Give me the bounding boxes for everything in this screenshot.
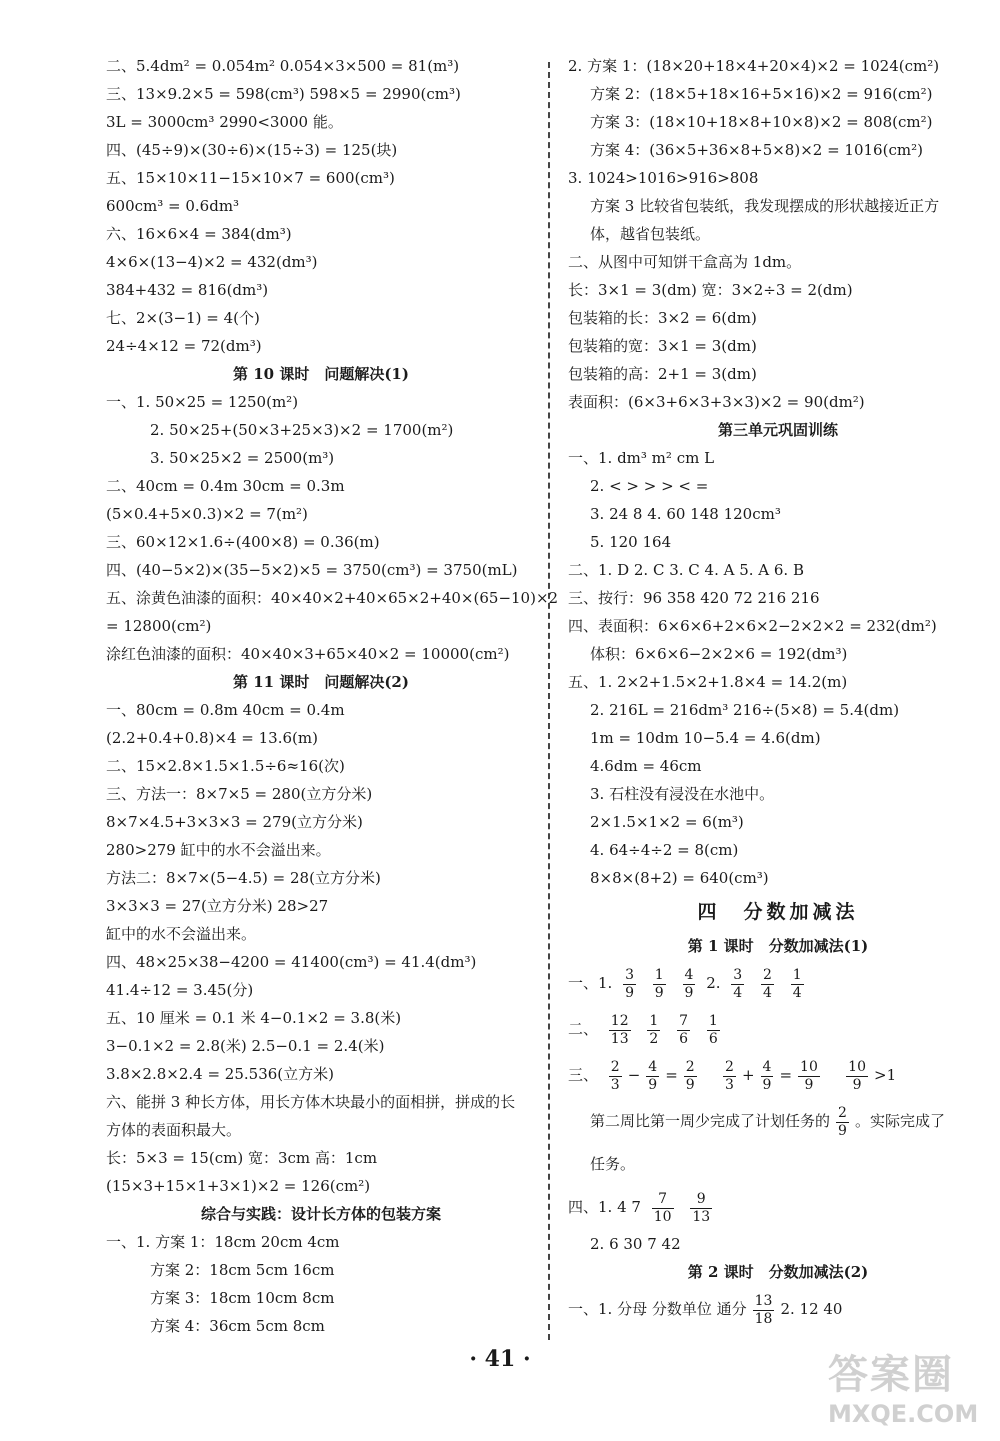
denominator: 9 [654,984,664,1001]
text-line: 方案 2：18cm 5cm 16cm [150,1261,335,1279]
denominator: 9 [685,1076,695,1093]
numerator: 13 [754,1292,773,1309]
text-line: 方案 3 比较省包装纸，我发现摆成的形状越接近正方 [590,197,940,215]
text-line: 方案 3：18cm 10cm 8cm [150,1289,335,1307]
text-line: 3.8×2.8×2.4 = 25.536(立方米) [106,1065,334,1083]
text-line: 一、1. 方案 1：18cm 20cm 4cm [106,1233,340,1251]
watermark-text: 答案圈 [828,1351,954,1398]
fraction [623,967,636,1002]
text-line: 一、80cm = 0.8m 40cm = 0.4m [106,701,345,719]
numerator: 2 [838,1104,847,1121]
numerator: 12 [610,1012,629,1029]
denominator: 3 [610,1076,620,1093]
text-line: (5×0.4+5×0.3)×2 = 7(m²) [106,505,308,523]
text: 。实际完成了 [854,1112,945,1130]
text-line: 长：3×1 = 3(dm) 宽：3×2÷3 = 2(dm) [568,281,853,299]
text-line: 四、表面积：6×6×6+2×6×2−2×2×2 = 232(dm²) [568,617,937,635]
fraction [761,1059,774,1094]
denominator: 9 [684,984,694,1001]
frac-row-6 [568,1184,988,1230]
text-line: 体积：6×6×6−2×2×6 = 192(dm³) [590,645,848,663]
text-line: 四、(45÷9)×(30÷6)×(15÷3) = 125(块) [106,141,398,159]
text-line: 包装箱的宽：3×1 = 3(dm) [568,337,757,355]
numerator: 9 [690,1191,712,1209]
row-prefix: 四、1. 4 7 [568,1198,641,1216]
text-line: 3. 24 8 4. 60 148 120cm³ [590,505,781,523]
fraction [753,1293,775,1328]
text-line: 41.4÷12 = 3.45(分) [106,981,254,999]
text-line: 长：5×3 = 15(cm) 宽：3cm 高：1cm [106,1149,378,1167]
right-column-lines [568,52,988,960]
frac-row-1 [568,960,988,1006]
text: 第二周比第一周少完成了计划任务的 [590,1112,831,1130]
text-line: 二、15×2.8×1.5×1.5÷6≈16(次) [106,757,345,775]
denominator: 9 [762,1076,772,1093]
numerator: 1 [708,1012,718,1029]
numerator: 2 [610,1058,620,1075]
denominator: 10 [653,1208,672,1225]
denominator: 6 [679,1030,689,1047]
numerator: 10 [848,1058,866,1075]
fraction [652,1191,674,1226]
denominator: 9 [852,1076,862,1093]
text-line: (2.2+0.4+0.8)×4 = 13.6(m) [106,729,318,747]
row-prefix: 三、 [568,1066,599,1084]
text-line: 24÷4×12 = 72(dm³) [106,337,262,355]
text-line: 任务。 [590,1155,636,1173]
text-line: 五、1. 2×2+1.5×2+1.8×4 = 14.2(m) [568,673,848,691]
section-heading: 第 1 课时 分数加减法(1) [687,937,869,955]
operator: − [627,1066,641,1084]
text-line: 1m = 10dm 10−5.4 = 4.6(dm) [590,729,821,747]
operator: >1 [874,1066,897,1084]
text-line: 3. 50×25×2 = 2500(m³) [150,449,335,467]
fraction [836,1105,849,1140]
page-number: · 41 · [469,1346,531,1372]
fraction [791,967,804,1002]
section-heading: 第三单元巩固训练 [717,421,838,439]
text-line: 2. 216L = 216dm³ 216÷(5×8) = 5.4(dm) [590,701,900,719]
text-line: 384+432 = 816(dm³) [106,281,269,299]
row-prefix: 一、1. [568,974,613,992]
fraction [798,1059,820,1094]
denominator: 4 [792,984,802,1001]
fraction [723,1059,736,1094]
text-line: 二、从图中可知饼干盒高为 1dm。 [568,253,802,271]
left-column [106,52,559,1340]
text: 2. 12 40 [780,1300,843,1318]
text-line: 方法二：8×7×(5−4.5) = 28(立方分米) [106,869,381,887]
section-heading: 第 11 课时 问题解决(2) [233,673,409,691]
numerator: 1 [792,966,802,983]
column-divider [548,62,550,1340]
fraction [690,1191,712,1226]
fraction [684,1059,697,1094]
text-line: 体，越省包装纸。 [590,225,711,243]
numerator: 7 [652,1191,674,1209]
fraction [653,967,666,1002]
numerator: 2 [685,1058,695,1075]
fraction [731,967,744,1002]
frac-row-3 [568,1052,988,1098]
watermark-logo [828,1343,978,1431]
denominator: 13 [692,1208,711,1225]
numerator: 2 [725,1058,734,1075]
text-line: 四、48×25×38−4200 = 41400(cm³) = 41.4(dm³) [106,953,477,971]
text-line: (15×3+15×1+3×1)×2 = 126(cm²) [106,1177,371,1195]
text-line: 包装箱的长：3×2 = 6(dm) [568,309,757,327]
denominator: 9 [804,1076,814,1093]
text-line: 三、60×12×1.6÷(400×8) = 0.36(m) [106,533,380,551]
text-line: 三、按行：96 358 420 72 216 216 [568,589,820,607]
denominator: 3 [725,1076,734,1093]
text-line: 六、16×6×4 = 384(dm³) [106,225,292,243]
watermark-url: MXQE.COM [828,1400,979,1428]
denominator: 9 [625,984,635,1001]
fraction [646,1059,659,1094]
numerator: 4 [762,1058,772,1075]
fraction [609,1059,622,1094]
numerator: 3 [733,966,743,983]
text-line: 表面积：(6×3+6×3+3×3)×2 = 90(dm²) [568,393,865,411]
operator: = [665,1066,678,1084]
numerator: 4 [648,1058,658,1075]
text-line: 方案 3：(18×10+18×8+10×8)×2 = 808(cm²) [590,113,933,131]
section-heading: 四 分数加减法 [697,901,859,923]
text-line: 缸中的水不会溢出来。 [106,925,257,943]
denominator: 4 [733,984,743,1001]
text-line: 4.6dm = 46cm [590,757,702,775]
text-line: 方案 4：(36×5+36×8+5×8)×2 = 1016(cm²) [590,141,923,159]
numerator: 1 [649,1012,659,1029]
text-line: 2. 方案 1：(18×20+18×4+20×4)×2 = 1024(cm²) [568,57,940,75]
text-line: 二、40cm = 0.4m 30cm = 0.3m [106,477,345,495]
text-line: 一、1. dm³ m² cm L [568,449,715,467]
text-line: 600cm³ = 0.6dm³ [106,197,240,215]
text-line: 280>279 缸中的水不会溢出来。 [106,841,331,859]
text-line: 2×1.5×1×2 = 6(m³) [590,813,744,831]
row-prefix: 二、 [568,1020,599,1038]
text-line: 包装箱的高：2+1 = 3(dm) [568,365,757,383]
numerator: 7 [679,1012,689,1029]
numerator: 10 [800,1058,818,1075]
text-line: 4×6×(13−4)×2 = 432(dm³) [106,253,318,271]
text-line: 3L = 3000cm³ 2990<3000 能。 [106,113,343,131]
text-line: 二、1. D 2. C 3. C 4. A 5. A 6. B [568,561,804,579]
text-line: 2. 50×25+(50×3+25×3)×2 = 1700(m²) [150,421,454,439]
text-line: 3×3×3 = 27(立方分米) 28>27 [106,897,329,915]
text-line: 5. 120 164 [590,533,672,551]
text-line: 五、涂黄色油漆的面积：40×40×2+40×65×2+40×(65−10)×2 [106,589,559,607]
text-line: 四、(40−5×2)×(35−5×2)×5 = 3750(cm³) = 3750(mL) [106,561,518,579]
text: 一、1. 分母 分数单位 通分 [568,1300,747,1318]
fraction [761,967,774,1002]
denominator: 9 [648,1076,658,1093]
right-column [568,52,988,1332]
numerator: 2 [763,966,772,983]
fraction [609,1013,631,1048]
denominator: 6 [708,1030,718,1047]
text-line: 2. 6 30 7 42 [590,1235,681,1253]
text-line: 一、1. 50×25 = 1250(m²) [106,393,299,411]
frac-row-9 [568,1286,988,1332]
text-line: 五、15×10×11−15×10×7 = 600(cm³) [106,169,395,187]
numerator: 3 [625,966,635,983]
section-heading: 综合与实践：设计长方体的包装方案 [200,1205,441,1223]
denominator: 4 [763,984,772,1001]
text-line: 8×8×(8+2) = 640(cm³) [590,869,769,887]
fraction [707,1013,720,1048]
numerator: 4 [684,966,694,983]
text-line: 五、10 厘米 = 0.1 米 4−0.1×2 = 3.8(米) [106,1009,402,1027]
text-line: 三、13×9.2×5 = 598(cm³) 598×5 = 2990(cm³) [106,85,461,103]
text-line: 二、5.4dm² = 0.054m² 0.054×3×500 = 81(m³) [106,57,460,75]
text-line: 4. 64÷4÷2 = 8(cm) [590,841,739,859]
fraction [647,1013,660,1048]
denominator: 13 [610,1030,629,1047]
text-line: 三、方法一：8×7×5 = 280(立方分米) [106,785,373,803]
text-line: 方体的表面积最大。 [106,1121,242,1139]
text-line: 2. < > > > < = [590,477,709,495]
section-heading: 第 10 课时 问题解决(1) [233,365,409,383]
fraction [677,1013,690,1048]
numerator: 1 [654,966,664,983]
text-line: = 12800(cm²) [106,617,212,635]
frac-row-4 [568,1098,988,1144]
text-line: 3. 石柱没有浸没在水池中。 [590,785,775,803]
operator: = [779,1066,793,1084]
text-line: 3−0.1×2 = 2.8(米) 2.5−0.1 = 2.4(米) [106,1037,385,1055]
text-line: 六、能拼 3 种长方体，用长方体木块最小的面相拼，拼成的长 [106,1093,516,1111]
text-line: 3. 1024>1016>916>808 [568,169,759,187]
fraction [846,1059,868,1094]
text-line: 8×7×4.5+3×3×3 = 279(立方分米) [106,813,363,831]
operator: + [741,1066,755,1084]
denominator: 18 [754,1310,773,1327]
text-line: 方案 4：36cm 5cm 8cm [150,1317,325,1335]
denominator: 2 [649,1030,659,1047]
text-line: 方案 2：(18×5+18×16+5×16)×2 = 916(cm²) [590,85,933,103]
text-line: 七、2×(3−1) = 4(个) [106,309,260,327]
row-mid: 2. [706,974,721,992]
denominator: 9 [838,1122,847,1139]
fraction [683,967,696,1002]
text-line: 涂红色油漆的面积：40×40×3+65×40×2 = 10000(cm²) [106,645,510,663]
frac-row-2 [568,1006,988,1052]
section-heading: 第 2 课时 分数加减法(2) [687,1263,869,1281]
